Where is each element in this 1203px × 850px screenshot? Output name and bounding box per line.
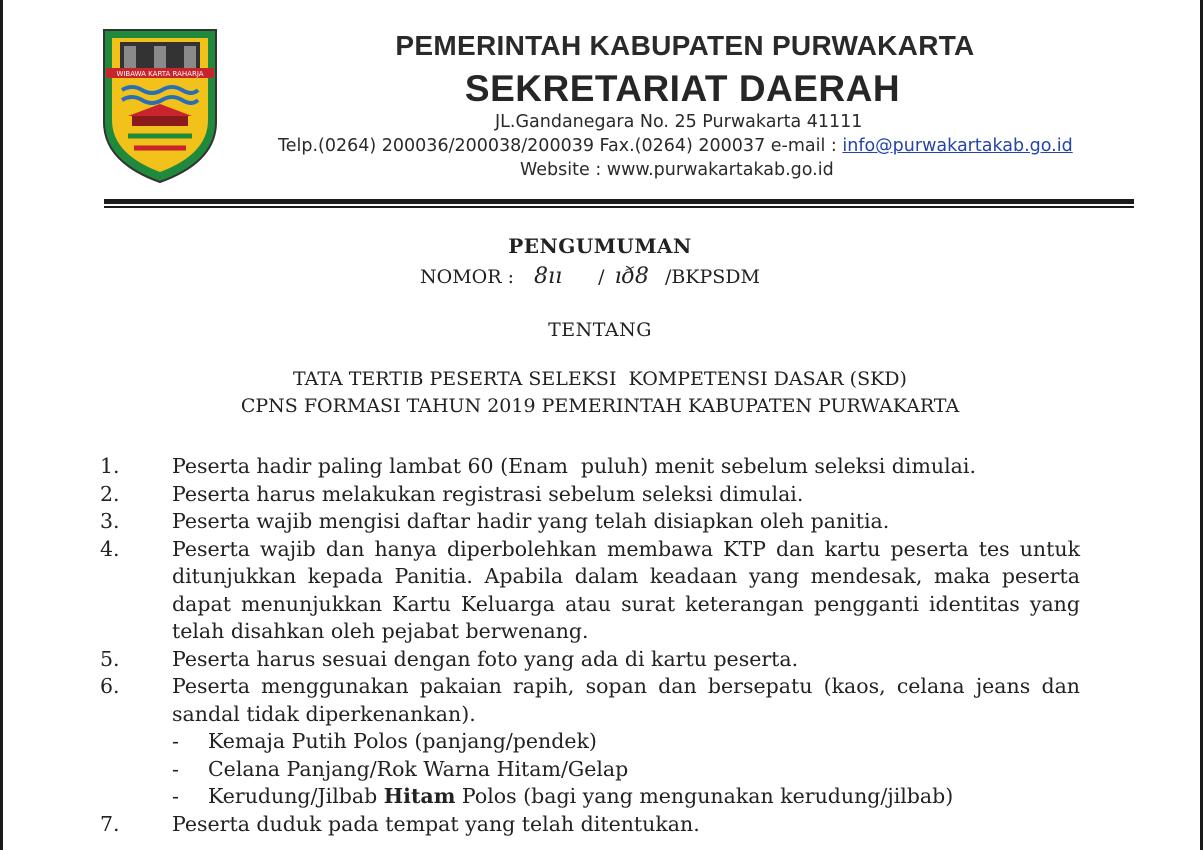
letterhead-rule-thick xyxy=(104,199,1134,204)
nomor-handwritten-2: ıð8 xyxy=(614,264,649,289)
rule-number: 4. xyxy=(100,536,120,561)
rule-number: 7. xyxy=(100,811,120,836)
rule-item xyxy=(100,481,1080,509)
letterhead-office: SEKRETARIAT DAERAH xyxy=(464,68,901,109)
announcement-number xyxy=(420,264,760,289)
rule-text: Peserta hadir paling lambat 60 (Enam puluh) menit sebelum seleksi dimulai. xyxy=(172,454,976,478)
nomor-handwritten-1: 8ıı xyxy=(534,264,563,289)
announcement-about: TENTANG xyxy=(548,319,652,341)
scan-edge-left xyxy=(0,0,3,850)
rule-item xyxy=(100,508,1080,536)
dress-code-item xyxy=(172,728,1080,756)
rule-item xyxy=(100,673,1080,811)
rules-list xyxy=(100,453,1080,838)
announcement-subject-line1: TATA TERTIB PESERTA SELEKSI KOMPETENSI DASAR (SKD) xyxy=(293,368,907,390)
rule-number: 3. xyxy=(100,509,120,533)
rule-text: Peserta wajib dan hanya diperbolehkan membawa KTP dan kartu peserta tes untuk ditunjukkan kepada Panitia. Apabila dalam keadaan yang mendesak, maka peserta dapat menunjukkan Kartu Keluarga atau surat keterangan pengganti identitas yang telah disahkan oleh pejabat berwenang. xyxy=(172,536,1080,643)
letterhead-government: PEMERINTAH KABUPATEN PURWAKARTA xyxy=(395,30,975,61)
purwakarta-coat-of-arms-logo xyxy=(98,24,222,186)
bullet-dash: - xyxy=(172,729,179,753)
letterhead-contact xyxy=(278,136,1073,156)
rule-item xyxy=(100,453,1080,481)
nomor-label: NOMOR : xyxy=(420,266,514,288)
rule-text: Peserta harus sesuai dengan foto yang ada di kartu peserta. xyxy=(172,646,799,671)
svg-text:WIBAWA KARTA RAHARJA: WIBAWA KARTA RAHARJA xyxy=(116,70,204,78)
announcement-title: PENGUMUMAN xyxy=(508,234,692,258)
announcement-subject-line2: CPNS FORMASI TAHUN 2019 PEMERINTAH KABUPATEN PURWAKARTA xyxy=(240,395,960,417)
rule-number: 1. xyxy=(100,454,120,478)
rule-item xyxy=(100,646,1080,674)
dress-code-item xyxy=(172,783,1080,811)
bullet-dash: - xyxy=(172,784,179,808)
rule-text: Peserta duduk pada tempat yang telah ditentukan. xyxy=(172,811,700,836)
email-link[interactable]: info@purwakartakab.go.id xyxy=(842,136,1073,156)
rule-number: 2. xyxy=(100,481,120,506)
nomor-suffix: /BKPSDM xyxy=(664,266,760,288)
letterhead-rule-thin xyxy=(104,206,1134,208)
dress-code-text: Kemaja Putih Polos (panjang/pendek) xyxy=(208,729,597,753)
dress-code-item xyxy=(172,756,1080,784)
rule-text: Peserta wajib mengisi daftar hadir yang telah disiapkan oleh panitia. xyxy=(172,509,890,533)
rule-item xyxy=(100,811,1080,839)
letterhead-website: Website : www.purwakartakab.go.id xyxy=(520,160,834,180)
rule-number: 5. xyxy=(100,646,120,671)
letterhead-address: JL.Gandanegara No. 25 Purwakarta 41111 xyxy=(495,112,863,132)
nomor-separator: / xyxy=(598,266,605,288)
dress-code-emphasis: Hitam xyxy=(383,784,456,808)
dress-code-text-end: Polos (bagi yang mengunakan kerudung/jilbab) xyxy=(455,784,954,808)
dress-code-text: Celana Panjang/Rok Warna Hitam/Gelap xyxy=(208,756,629,781)
letterhead-telp: Telp.(0264) 200036/200038/200039 Fax.(0264) 200037 e-mail : xyxy=(278,136,843,156)
rule-number: 6. xyxy=(100,674,120,698)
bullet-dash: - xyxy=(172,756,179,781)
dress-code-text: Kerudung/Jilbab xyxy=(208,784,384,808)
rule-item xyxy=(100,536,1080,646)
rule-text: Peserta harus melakukan registrasi sebelum seleksi dimulai. xyxy=(172,481,804,506)
rule-text: Peserta menggunakan pakaian rapih, sopan dan bersepatu (kaos, celana jeans dan sandal tidak diperkenankan). xyxy=(172,674,1080,726)
